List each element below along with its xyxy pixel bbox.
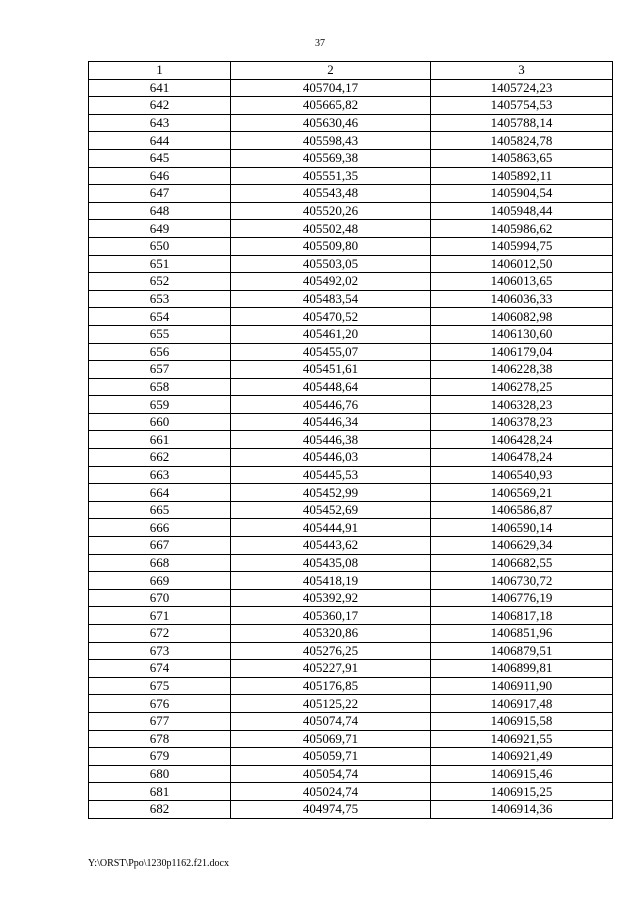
table-cell-col-2: 405503,05 [231,255,431,273]
table-row [89,449,613,467]
table-row [89,466,613,484]
table-cell-col-1: 653 [89,290,231,308]
table-row [89,290,613,308]
table-cell-col-1: 651 [89,255,231,273]
table-row [89,537,613,555]
table-cell-col-2: 405461,20 [231,325,431,343]
footer-file-path: Y:\ORST\Ppo\1230p1162.f21.docx [88,858,229,869]
table-cell-col-1: 675 [89,677,231,695]
table-cell-col-3: 1406082,98 [431,308,613,326]
table-header [89,62,613,80]
table-row [89,642,613,660]
table-row [89,185,613,203]
table-cell-col-3: 1405904,54 [431,185,613,203]
table-cell-col-2: 405069,71 [231,730,431,748]
table-cell-col-2: 405227,91 [231,660,431,678]
table-cell-col-2: 405176,85 [231,677,431,695]
table-cell-col-2: 405569,38 [231,149,431,167]
table-row [89,765,613,783]
table-cell-col-1: 658 [89,378,231,396]
table-cell-col-1: 669 [89,572,231,590]
table-cell-col-3: 1405986,62 [431,220,613,238]
table-body [89,79,613,818]
table-row [89,554,613,572]
table-row [89,730,613,748]
table-cell-col-1: 673 [89,642,231,660]
table-cell-col-1: 679 [89,748,231,766]
table-cell-col-3: 1405788,14 [431,114,613,132]
table-cell-col-3: 1406915,58 [431,712,613,730]
table-cell-col-2: 405704,17 [231,79,431,97]
table-row [89,413,613,431]
table-cell-col-2: 405392,92 [231,589,431,607]
table-cell-col-1: 647 [89,185,231,203]
table-cell-col-1: 667 [89,537,231,555]
page-number: 37 [315,38,325,49]
coordinates-table [88,61,613,819]
table-cell-col-2: 405452,99 [231,484,431,502]
table-cell-col-1: 671 [89,607,231,625]
table-row [89,677,613,695]
table-cell-col-2: 405630,46 [231,114,431,132]
table-cell-col-3: 1406428,24 [431,431,613,449]
table-cell-col-1: 649 [89,220,231,238]
table-cell-col-3: 1406540,93 [431,466,613,484]
table-cell-col-2: 405451,61 [231,361,431,379]
table-cell-col-1: 663 [89,466,231,484]
table-cell-col-1: 643 [89,114,231,132]
table-cell-col-3: 1405994,75 [431,237,613,255]
table-cell-col-3: 1406914,36 [431,800,613,818]
table-row [89,273,613,291]
table-cell-col-2: 405502,48 [231,220,431,238]
table-cell-col-1: 665 [89,501,231,519]
table-cell-col-1: 654 [89,308,231,326]
table-row [89,484,613,502]
table-cell-col-3: 1406879,51 [431,642,613,660]
table-cell-col-3: 1406899,81 [431,660,613,678]
table-cell-col-3: 1406917,48 [431,695,613,713]
table-row [89,237,613,255]
table-cell-col-1: 680 [89,765,231,783]
table-cell-col-3: 1405824,78 [431,132,613,150]
table-cell-col-3: 1405754,53 [431,97,613,115]
table-cell-col-3: 1406921,49 [431,748,613,766]
table-cell-col-3: 1405948,44 [431,202,613,220]
table-row [89,396,613,414]
table-row [89,607,613,625]
table-cell-col-3: 1406569,21 [431,484,613,502]
table-cell-col-1: 642 [89,97,231,115]
table-cell-col-3: 1406228,38 [431,361,613,379]
table-cell-col-3: 1406328,23 [431,396,613,414]
table-cell-col-1: 641 [89,79,231,97]
table-cell-col-2: 405446,34 [231,413,431,431]
table-cell-col-1: 660 [89,413,231,431]
table-cell-col-3: 1406730,72 [431,572,613,590]
table-row [89,660,613,678]
table-cell-col-2: 404974,75 [231,800,431,818]
table-row [89,361,613,379]
table-cell-col-3: 1406817,18 [431,607,613,625]
table-cell-col-2: 405455,07 [231,343,431,361]
table-cell-col-3: 1405863,65 [431,149,613,167]
table-cell-col-1: 652 [89,273,231,291]
table-cell-col-3: 1406278,25 [431,378,613,396]
table-cell-col-3: 1406179,04 [431,343,613,361]
table-row [89,149,613,167]
table-row [89,97,613,115]
table-row [89,132,613,150]
table-cell-col-3: 1405724,23 [431,79,613,97]
table-cell-col-1: 668 [89,554,231,572]
table-cell-col-2: 405665,82 [231,97,431,115]
table-cell-col-1: 681 [89,783,231,801]
table-cell-col-2: 405444,91 [231,519,431,537]
table-cell-col-2: 405448,64 [231,378,431,396]
table-cell-col-2: 405320,86 [231,625,431,643]
table-cell-col-1: 661 [89,431,231,449]
table-cell-col-1: 645 [89,149,231,167]
table-row [89,712,613,730]
table-cell-col-3: 1406130,60 [431,325,613,343]
table-cell-col-1: 678 [89,730,231,748]
table-cell-col-1: 655 [89,325,231,343]
table-cell-col-2: 405435,08 [231,554,431,572]
table-row [89,79,613,97]
table-cell-col-1: 657 [89,361,231,379]
table-cell-col-1: 659 [89,396,231,414]
table-row [89,378,613,396]
table-cell-col-3: 1406921,55 [431,730,613,748]
header-cell-1: 1 [89,62,231,80]
table-row [89,501,613,519]
table-row [89,572,613,590]
header-row [89,62,613,80]
table-cell-col-2: 405059,71 [231,748,431,766]
table-cell-col-2: 405509,80 [231,237,431,255]
table-cell-col-1: 666 [89,519,231,537]
table-cell-col-1: 670 [89,589,231,607]
table-cell-col-1: 662 [89,449,231,467]
table-cell-col-3: 1406378,23 [431,413,613,431]
table-cell-col-3: 1406776,19 [431,589,613,607]
table-row [89,255,613,273]
table-cell-col-3: 1406586,87 [431,501,613,519]
header-cell-2: 2 [231,62,431,80]
table-row [89,625,613,643]
table-cell-col-2: 405445,53 [231,466,431,484]
header-cell-3: 3 [431,62,613,80]
table-cell-col-3: 1406915,25 [431,783,613,801]
table-cell-col-2: 405125,22 [231,695,431,713]
table-row [89,114,613,132]
table-cell-col-1: 656 [89,343,231,361]
table-cell-col-2: 405446,76 [231,396,431,414]
table-cell-col-3: 1406915,46 [431,765,613,783]
table-cell-col-3: 1406036,33 [431,290,613,308]
table-cell-col-3: 1406012,50 [431,255,613,273]
table-row [89,343,613,361]
table-cell-col-3: 1406682,55 [431,554,613,572]
table-cell-col-2: 405054,74 [231,765,431,783]
table-cell-col-2: 405483,54 [231,290,431,308]
table-cell-col-1: 677 [89,712,231,730]
table-cell-col-2: 405024,74 [231,783,431,801]
table-cell-col-2: 405492,02 [231,273,431,291]
table-row [89,748,613,766]
table-cell-col-2: 405276,25 [231,642,431,660]
table-row [89,308,613,326]
table-cell-col-2: 405543,48 [231,185,431,203]
table-cell-col-2: 405446,03 [231,449,431,467]
table-row [89,519,613,537]
table-cell-col-3: 1406629,34 [431,537,613,555]
table-cell-col-3: 1405892,11 [431,167,613,185]
table-cell-col-2: 405520,26 [231,202,431,220]
table-row [89,783,613,801]
table-cell-col-2: 405360,17 [231,607,431,625]
table-cell-col-1: 672 [89,625,231,643]
table-cell-col-3: 1406851,96 [431,625,613,643]
table-cell-col-2: 405452,69 [231,501,431,519]
table-cell-col-1: 644 [89,132,231,150]
table-cell-col-2: 405418,19 [231,572,431,590]
table-cell-col-2: 405074,74 [231,712,431,730]
table-cell-col-1: 664 [89,484,231,502]
table-cell-col-1: 682 [89,800,231,818]
table-cell-col-1: 648 [89,202,231,220]
table-row [89,800,613,818]
table-cell-col-3: 1406013,65 [431,273,613,291]
table-cell-col-2: 405446,38 [231,431,431,449]
table-cell-col-1: 646 [89,167,231,185]
table-cell-col-2: 405598,43 [231,132,431,150]
table-row [89,202,613,220]
table-cell-col-1: 674 [89,660,231,678]
table-cell-col-1: 676 [89,695,231,713]
table-cell-col-2: 405443,62 [231,537,431,555]
table-row [89,589,613,607]
table-cell-col-3: 1406478,24 [431,449,613,467]
table-row [89,431,613,449]
table-cell-col-3: 1406590,14 [431,519,613,537]
table-row [89,695,613,713]
table-cell-col-1: 650 [89,237,231,255]
table-row [89,167,613,185]
table-cell-col-2: 405551,35 [231,167,431,185]
table-row [89,220,613,238]
table-cell-col-3: 1406911,90 [431,677,613,695]
table-row [89,325,613,343]
table-cell-col-2: 405470,52 [231,308,431,326]
